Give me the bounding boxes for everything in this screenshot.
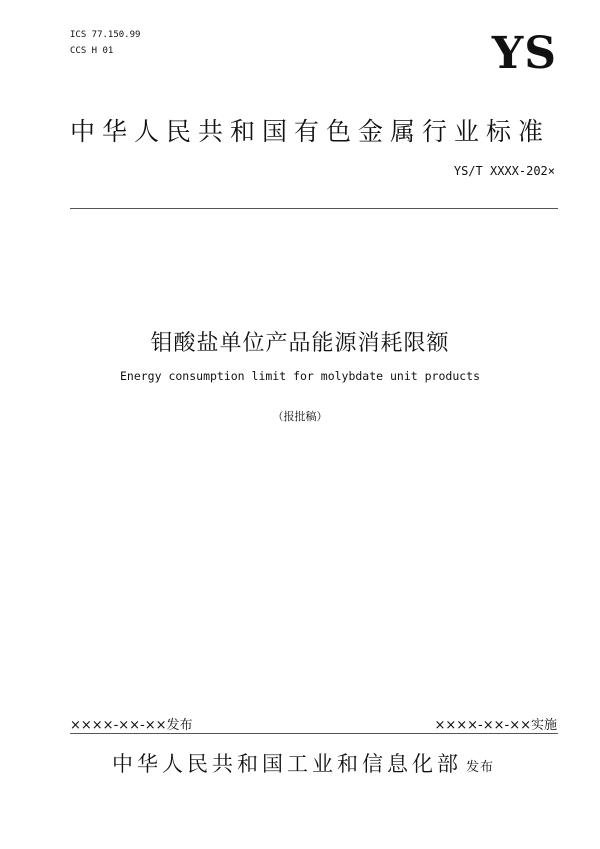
issuer-name: 中华人民共和国工业和信息化部 (112, 752, 462, 776)
ccs-code: CCS H 01 (70, 46, 114, 56)
document-title-english: Energy consumption limit for molybdate unit products (119, 369, 481, 383)
ys-logo: YS (491, 28, 557, 79)
issuer-suffix: 发布 (466, 760, 495, 775)
document-title: 钼酸盐单位产品能源消耗限额 (150, 331, 450, 356)
issuer-line (112, 748, 494, 778)
ics-code: ICS 77.150.99 (70, 30, 141, 40)
header-divider (70, 208, 558, 209)
footer-divider (70, 733, 558, 734)
implement-date: ××××-××-××实施 (434, 718, 557, 733)
draft-status-note: （报批稿） (272, 410, 328, 423)
industry-standard-title: 中华人民共和国有色金属行业标准 (70, 117, 551, 146)
publish-date: ××××-××-××发布 (70, 718, 193, 733)
standard-number: YS/T XXXX-202× (453, 164, 555, 178)
